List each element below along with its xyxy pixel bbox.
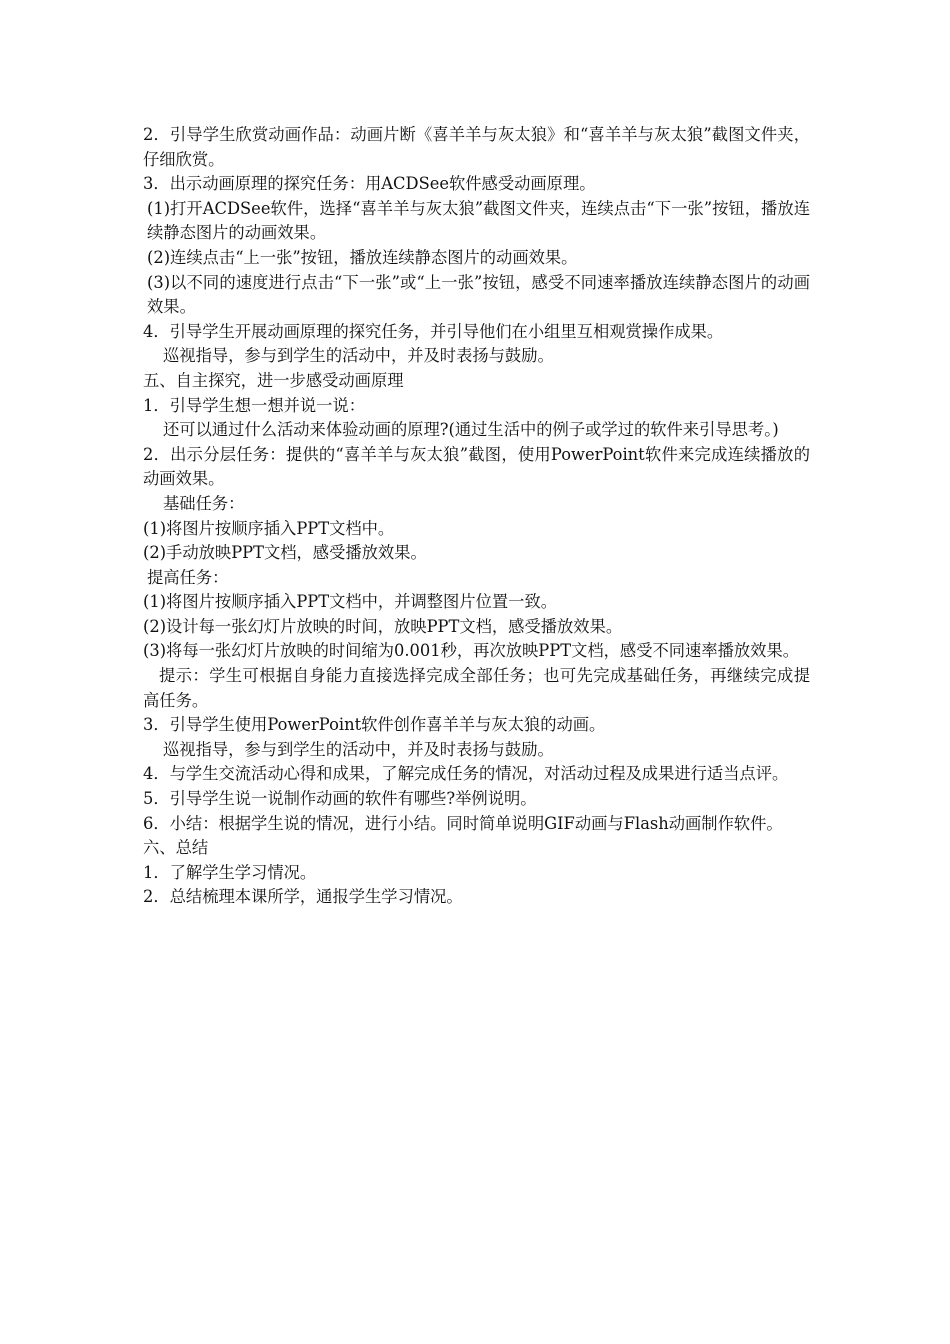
paragraph: 3．引导学生使用PowerPoint软件创作喜羊羊与灰太狼的动画。	[143, 715, 606, 735]
paragraph: 还可以通过什么活动来体验动画的原理?(通过生活中的例子或学过的软件来引导思考。)	[163, 420, 779, 440]
paragraph: 4．与学生交流活动心得和成果，了解完成任务的情况，对活动过程及成果进行适当点评。	[143, 764, 789, 784]
paragraph: 提示：学生可根据自身能力直接选择完成全部任务；也可先完成基础任务，再继续完成提高任务。	[143, 666, 810, 710]
paragraph: (2)设计每一张幻灯片放映的时间，放映PPT文档，感受播放效果。	[143, 616, 623, 636]
paragraph: (1)将图片按顺序插入PPT文档中，并调整图片位置一致。	[143, 592, 558, 612]
paragraph: 基础任务：	[163, 493, 245, 513]
paragraph: 5．引导学生说一说制作动画的软件有哪些?举例说明。	[143, 789, 537, 809]
paragraph: (2)连续点击“上一张”按钮，播放连续静态图片的动画效果。	[147, 247, 578, 267]
section-heading: 五、自主探究，进一步感受动画原理	[143, 370, 404, 390]
paragraph: 4．引导学生开展动画原理的探究任务，并引导他们在小组里互相观赏操作成果。	[143, 321, 724, 341]
paragraph: 3．出示动画原理的探究任务：用ACDSee软件感受动画原理。	[143, 174, 596, 194]
paragraph: 2．引导学生欣赏动画作品：动画片断《喜羊羊与灰太狼》和“喜羊羊与灰太狼”截图文件夹，仔细欣赏。	[143, 125, 810, 169]
paragraph: 巡视指导，参与到学生的活动中，并及时表扬与鼓励。	[163, 346, 554, 366]
paragraph: (3)将每一张幻灯片放映的时间缩为0.001秒，再次放映PPT文档，感受不同速率播放效果。	[143, 641, 800, 661]
paragraph: 提高任务：	[147, 567, 229, 587]
paragraph: 1．引导学生想一想并说一说：	[143, 395, 366, 415]
paragraph: (3)以不同的速度进行点击“下一张”或“上一张”按钮，感受不同速率播放连续静态图片的动画效果。	[147, 272, 810, 317]
document-body	[143, 123, 810, 910]
section-heading: 六、总结	[143, 838, 209, 858]
paragraph: (1)打开ACDSee软件，选择“喜羊羊与灰太狼”截图文件夹，连续点击“下一张”按钮，播放连续静态图片的动画效果。	[147, 198, 810, 243]
paragraph: (1)将图片按顺序插入PPT文档中。	[143, 518, 395, 538]
paragraph: 6．小结：根据学生说的情况，进行小结。同时简单说明GIF动画与Flash动画制作软件。	[143, 813, 783, 833]
paragraph: 2．总结梳理本课所学，通报学生学习情况。	[143, 887, 463, 907]
paragraph: (2)手动放映PPT文档，感受播放效果。	[143, 543, 427, 563]
paragraph: 巡视指导，参与到学生的活动中，并及时表扬与鼓励。	[163, 739, 554, 759]
paragraph: 1．了解学生学习情况。	[143, 862, 317, 882]
paragraph: 2．出示分层任务：提供的“喜羊羊与灰太狼”截图，使用PowerPoint软件来完成连续播放的动画效果。	[143, 444, 810, 489]
